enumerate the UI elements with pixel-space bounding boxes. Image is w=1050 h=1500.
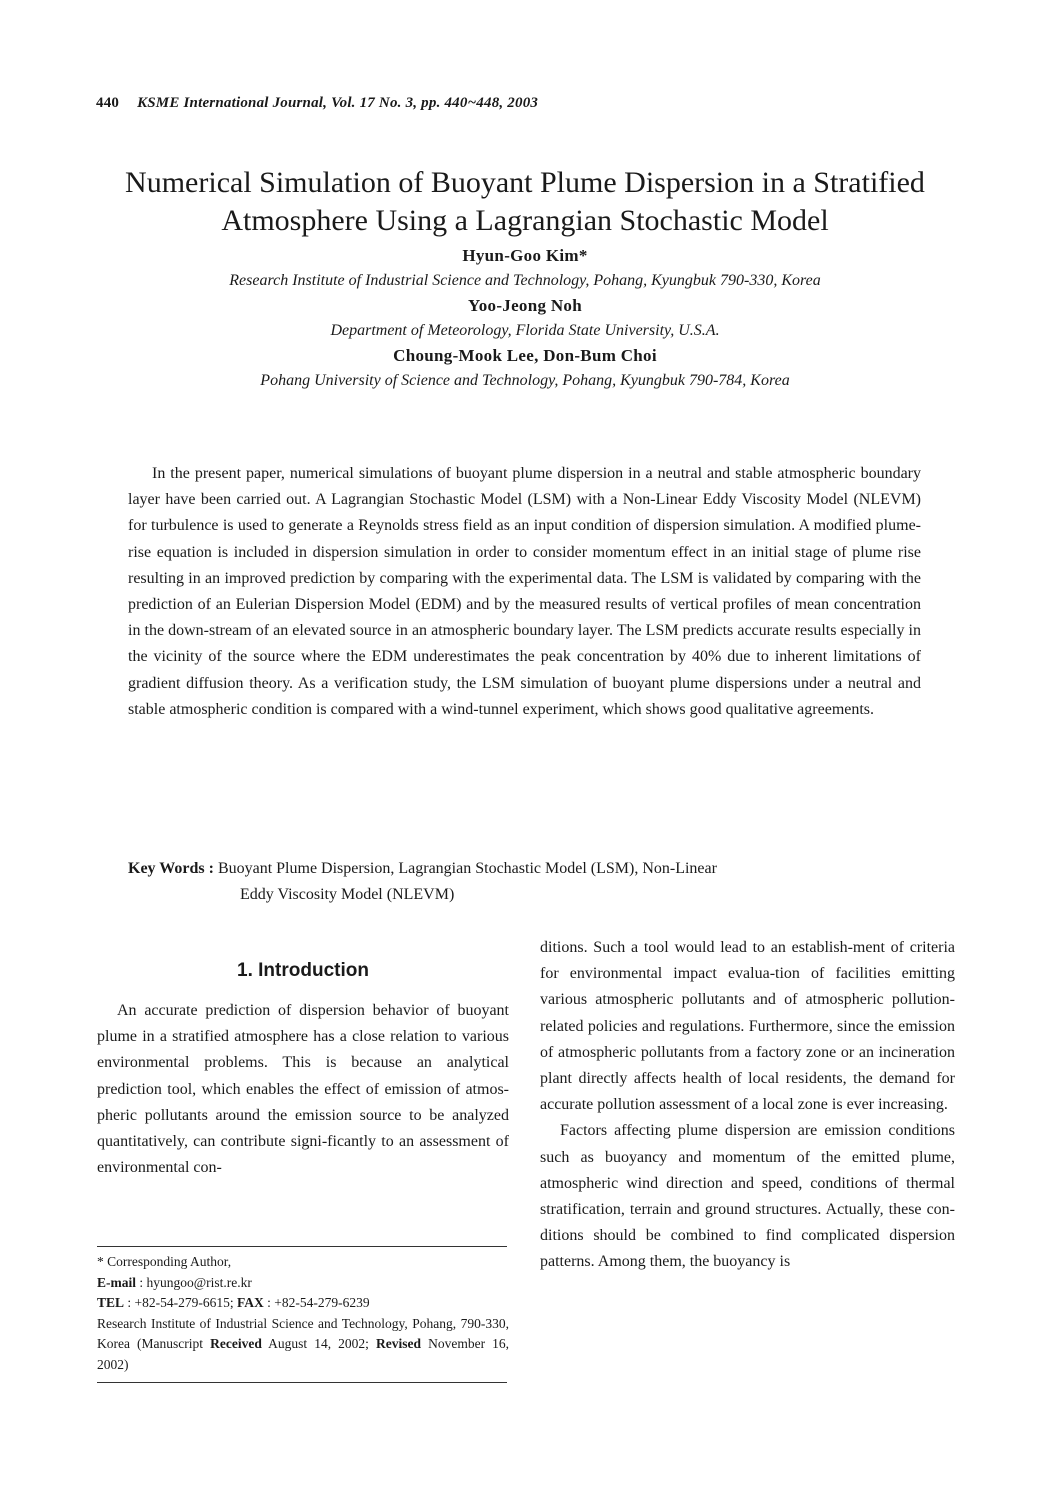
- address-line: [97, 1314, 509, 1376]
- phone-line: [97, 1293, 509, 1314]
- abstract: [128, 461, 921, 723]
- keywords: [128, 856, 921, 908]
- intro-paragraph-2: Factors affecting plume dispersion are emission conditions such as buoyancy and momentum of the emitted plume, atmospheric wind direction and speed, conditions of thermal stratification, terrain and ground structures. Actually, these con-ditions should be combined to find complicated dispersion patterns. Among them, the buoyancy is: [540, 1122, 955, 1271]
- author-block: [60, 244, 990, 394]
- revised-date: November 16, 2002): [97, 1336, 510, 1372]
- left-column: [97, 958, 509, 1181]
- journal-citation: KSME International Journal, Vol. 17 No. 3, pp. 440~448, 2003: [137, 95, 539, 111]
- paper-title: [60, 164, 990, 240]
- intro-paragraph-1-continued: ditions. Such a tool would lead to an establish-ment of criteria for environmental impact evalua-tion of facilities emitting various atmospheric pollutants and of atmospheric pollution-related policies and regulations. Furthermore, since the emission of atmospheric pollutants from a factory zone or an incineration plant directly affects health of local residents, the demand for accurate pollution assessment of a local zone is ever increasing.: [540, 939, 955, 1114]
- author-name: Yoo-Jeong Noh: [468, 296, 582, 315]
- author-name: Choung-Mook Lee, Don-Bum Choi: [393, 346, 657, 365]
- tel-label: TEL: [97, 1295, 125, 1310]
- corresponding-author-note: * Corresponding Author,: [97, 1254, 232, 1269]
- page-number: 440: [96, 95, 120, 111]
- right-column: [540, 935, 955, 1276]
- intro-paragraph-1: An accurate prediction of dispersion behavior of buoyant plume in a stratified atmosphere has a close relation to various environmental problems. This is because an analytical prediction tool, which enables the effect of emission of atmos-pheric pollutants around the emission source to be analyzed quantitatively, can contribute signi-ficantly to an assessment of environmental con-: [97, 1002, 509, 1177]
- author-affiliation: Department of Meteorology, Florida State University, U.S.A.: [330, 322, 720, 339]
- fax-label: FAX: [237, 1295, 264, 1310]
- running-head: [96, 95, 538, 112]
- footnote-bottom-rule: [97, 1382, 507, 1383]
- revised-label: Revised: [376, 1336, 422, 1351]
- footnote: [97, 1252, 509, 1375]
- author-affiliation: Pohang University of Science and Technology, Pohang, Kyungbuk 790-784, Korea: [260, 372, 790, 389]
- section-heading-introduction: 1. Introduction: [237, 960, 369, 981]
- author-affiliation: Research Institute of Industrial Science and Technology, Pohang, Kyungbuk 790-330, Korea: [229, 272, 821, 289]
- keywords-line-1: Buoyant Plume Dispersion, Lagrangian Stochastic Model (LSM), Non-Linear: [217, 860, 717, 877]
- author-name: Hyun-Goo Kim*: [462, 246, 588, 265]
- tel-value: : +82-54-279-6615;: [127, 1295, 234, 1310]
- address-text: Research Institute of Industrial Science and Technology, Pohang, 790-330, Korea (Manuscript: [97, 1315, 509, 1351]
- fax-value: : +82-54-279-6239: [267, 1295, 370, 1310]
- email-line: [97, 1273, 509, 1294]
- abstract-text: In the present paper, numerical simulations of buoyant plume dispersion in a neutral and stable atmospheric boundary layer have been carried out. A Lagrangian Stochastic Model (LSM) with a Non-Linear Eddy Viscosity Model (NLEVM) for turbulence is used to generate a Reynolds stress field as an input condition of dispersion simulation. A modified plume-rise equation is included in dispersion simulation in order to consider momentum effect in an initial stage of plume rise resulting in an improved prediction by comparing with the experimental data. The LSM is validated by comparing with the prediction of an Eulerian Dispersion Model (EDM) and by the measured results of vertical profiles of mean concentration in the down-stream of an elevated source in an atmospheric boundary layer. The LSM predicts accurate results especially in the vicinity of the source where the EDM underestimates the peak concentration by 40% due to inherent limitations of gradient diffusion theory. As a verification study, the LSM simulation of buoyant plume dispersions under a neutral and stable atmospheric condition is compared with a wind-tunnel experiment, which shows good qualitative agreements.: [128, 465, 921, 718]
- received-label: Received: [210, 1336, 262, 1351]
- keywords-line-2: Eddy Viscosity Model (NLEVM): [240, 886, 455, 903]
- email-value: : hyungoo@rist.re.kr: [139, 1274, 252, 1290]
- received-date: August 14, 2002;: [268, 1336, 369, 1351]
- footnote-divider: [97, 1246, 507, 1247]
- title-line-2: Atmosphere Using a Lagrangian Stochastic Model: [221, 204, 829, 238]
- email-label: E-mail: [97, 1274, 136, 1290]
- title-line-1: Numerical Simulation of Buoyant Plume Dispersion in a Stratified: [125, 166, 925, 200]
- keywords-label: Key Words :: [128, 860, 214, 877]
